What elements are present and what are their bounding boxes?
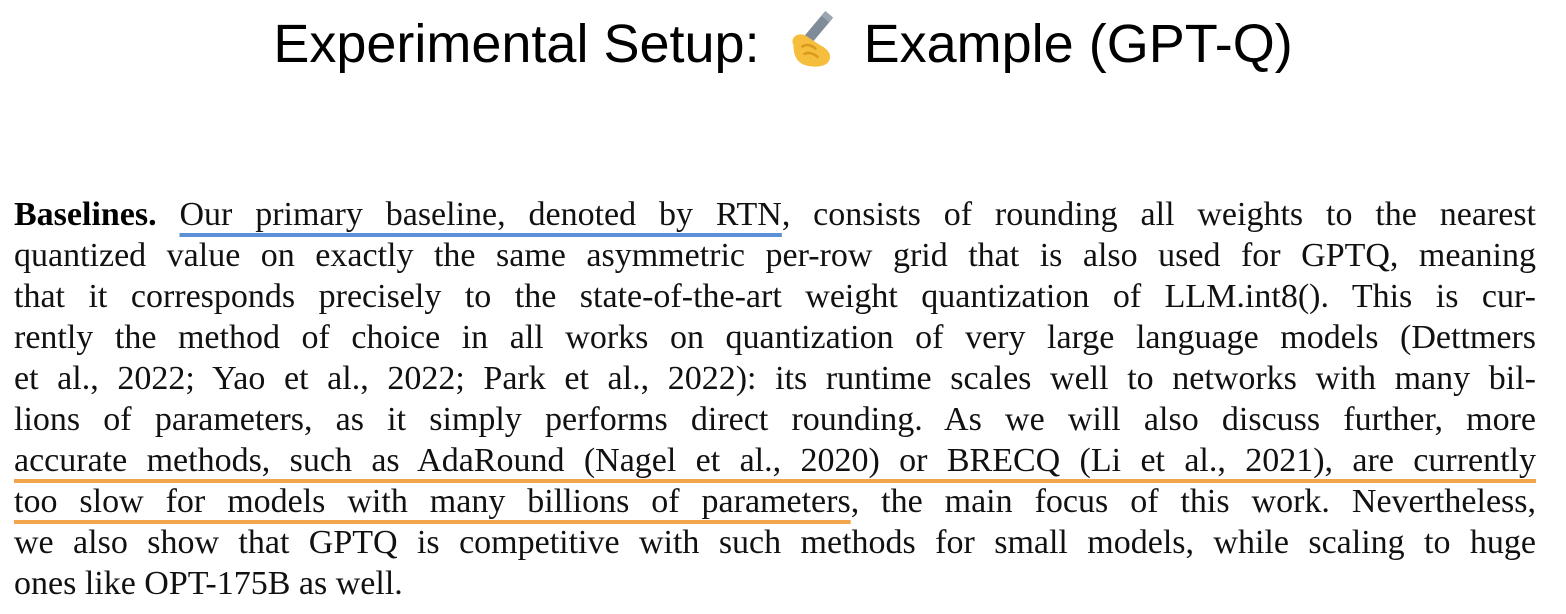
- title-text-after: Example (GPT-Q): [863, 14, 1293, 74]
- excerpt-line-7: [14, 440, 1536, 481]
- excerpt-line-1-rest: , consists of rounding all weights to the nearest: [781, 196, 1536, 233]
- excerpt-line-3: that it corresponds precisely to the state-of-the-art weight quantization of LLM.int8(). This is cur-: [14, 278, 1536, 315]
- excerpt-line-9: we also show that GPTQ is competitive with such methods for small models, while scaling to huge: [14, 524, 1536, 561]
- orange-highlight-text-2: too slow for models with many billions of parameters: [14, 483, 851, 520]
- excerpt-line-8: [14, 481, 1536, 522]
- title-text-before: Experimental Setup:: [273, 14, 760, 74]
- section-heading: Baselines.: [14, 196, 157, 233]
- excerpt-line-4: rently the method of choice in all works on quantization of very large language models (Dettmers: [14, 319, 1536, 356]
- excerpt-line-6: lions of parameters, as it simply performs direct rounding. As we will also discuss further, more: [14, 401, 1536, 438]
- excerpt-line-8-rest: , the main focus of this work. Nevertheless,: [850, 483, 1536, 520]
- orange-highlight-text-1: accurate methods, such as AdaRound (Nagel et al., 2020) or BRECQ (Li et al., 2021), are currently: [14, 442, 1536, 479]
- writing-hand-icon: [779, 6, 845, 72]
- excerpt-line-2: quantized value on exactly the same asymmetric per-row grid that is also used for GPTQ, meaning: [14, 237, 1536, 274]
- blue-highlight-text: Our primary baseline, denoted by RTN: [179, 196, 782, 233]
- excerpt-line-10: ones like OPT-175B as well.: [14, 565, 403, 602]
- paper-excerpt: [14, 194, 1536, 604]
- slide-title: [0, 4, 1566, 84]
- excerpt-line-5: et al., 2022; Yao et al., 2022; Park et al., 2022): its runtime scales well to networks with many bil-: [14, 360, 1536, 397]
- excerpt-line-1: [14, 194, 1536, 235]
